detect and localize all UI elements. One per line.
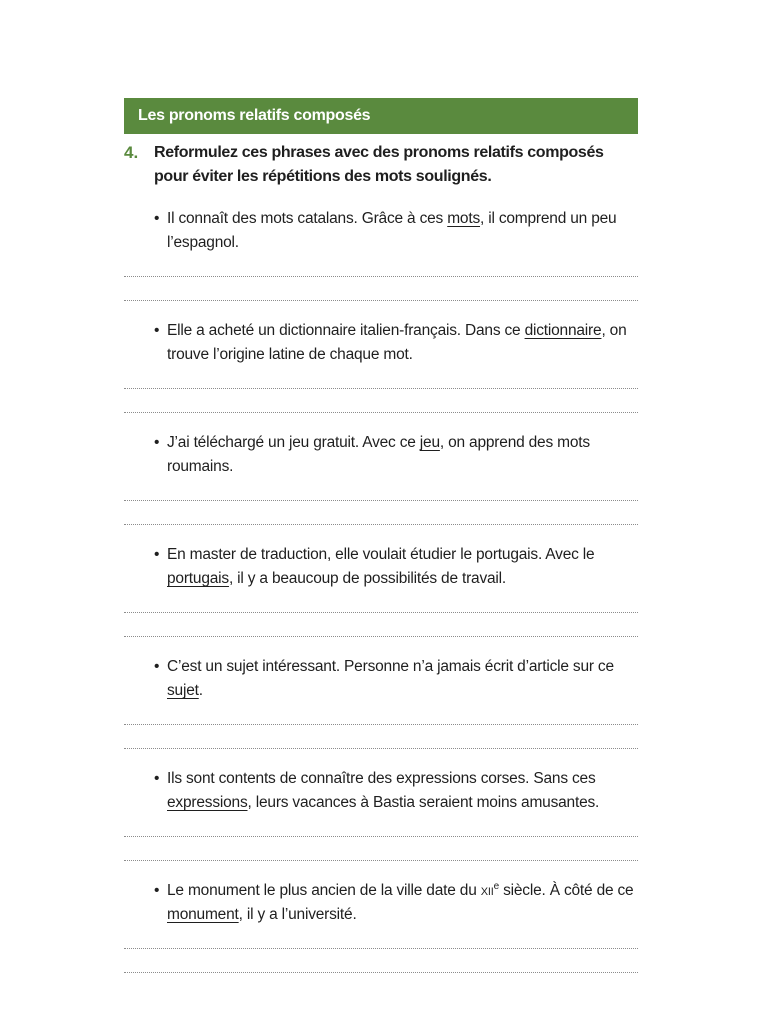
sentence-text: En master de traduction, elle voulait étudier le portugais. Avec le: [167, 546, 595, 563]
sentence-text: , leurs vacances à Bastia seraient moins amusantes.: [247, 794, 600, 811]
underlined-word: monument: [167, 906, 239, 923]
answer-line[interactable]: [124, 276, 638, 277]
underlined-word: dictionnaire: [524, 322, 602, 339]
answer-line[interactable]: [124, 724, 638, 725]
exercise-number: 4.: [124, 143, 139, 162]
exercise-item-5: [124, 655, 638, 749]
answer-line[interactable]: [124, 636, 638, 637]
worksheet-page: [124, 98, 638, 973]
bullet: •: [154, 434, 160, 451]
sentence-text: , on trouve l’origine latine de chaque mot.: [167, 322, 627, 363]
sentence-text: , il y a l’université.: [238, 906, 357, 923]
underlined-word: portugais: [167, 570, 229, 587]
sentence-text: C’est un sujet intéressant. Personne n’a jamais écrit d’article sur ce: [167, 658, 614, 675]
bullet: •: [154, 658, 160, 675]
bullet: •: [154, 546, 160, 563]
answer-line[interactable]: [124, 500, 638, 501]
exercise-item-3: [124, 431, 638, 525]
sentence-text: Ils sont contents de connaître des expressions corses. Sans ces: [167, 770, 596, 787]
underlined-word: mots: [447, 210, 481, 227]
item-sentence: [124, 431, 638, 479]
answer-line[interactable]: [124, 860, 638, 861]
exercise-item-2: [124, 319, 638, 413]
bullet: •: [154, 770, 160, 787]
sentence-text: , on apprend des mots roumains.: [167, 434, 590, 475]
item-sentence: [124, 207, 638, 255]
exercise-instruction: Reformulez ces phrases avec des pronoms relatifs composés pour éviter les répétitions des mots soulignés.: [154, 144, 604, 185]
century-numeral: xii: [480, 882, 494, 899]
answer-line[interactable]: [124, 524, 638, 525]
sentence-text: , il comprend un peu l’espagnol.: [167, 210, 617, 251]
exercise-4: [124, 141, 638, 973]
bullet: •: [154, 882, 160, 899]
sentence-text: Le monument le plus ancien de la ville date du: [167, 882, 481, 899]
exercise-item-1: [124, 207, 638, 301]
exercise-item-7: [124, 879, 638, 973]
exercise-item-6: [124, 767, 638, 861]
bullet: •: [154, 210, 160, 227]
answer-line[interactable]: [124, 612, 638, 613]
bullet: •: [154, 322, 160, 339]
answer-line[interactable]: [124, 748, 638, 749]
item-sentence: [124, 319, 638, 367]
item-sentence: [124, 767, 638, 815]
item-sentence: [124, 543, 638, 591]
exercise-item-4: [124, 543, 638, 637]
item-sentence: [124, 879, 638, 927]
sentence-text: Il connaît des mots catalans. Grâce à ces: [167, 210, 448, 227]
sentence-text: .: [198, 682, 203, 699]
answer-line[interactable]: [124, 836, 638, 837]
underlined-word: jeu: [419, 434, 440, 451]
answer-line[interactable]: [124, 412, 638, 413]
item-sentence: [124, 655, 638, 703]
underlined-word: sujet: [167, 682, 199, 699]
answer-line[interactable]: [124, 388, 638, 389]
sentence-text: siècle. À côté de ce: [498, 882, 634, 899]
answer-line[interactable]: [124, 972, 638, 973]
underlined-word: expressions: [167, 794, 248, 811]
sentence-text: J’ai téléchargé un jeu gratuit. Avec ce: [167, 434, 420, 451]
sentence-text: , il y a beaucoup de possibilités de travail.: [228, 570, 507, 587]
answer-line[interactable]: [124, 300, 638, 301]
answer-line[interactable]: [124, 948, 638, 949]
sentence-text: Elle a acheté un dictionnaire italien-français. Dans ce: [167, 322, 525, 339]
section-header: Les pronoms relatifs composés: [124, 98, 638, 134]
century-suffix: e: [493, 880, 499, 892]
